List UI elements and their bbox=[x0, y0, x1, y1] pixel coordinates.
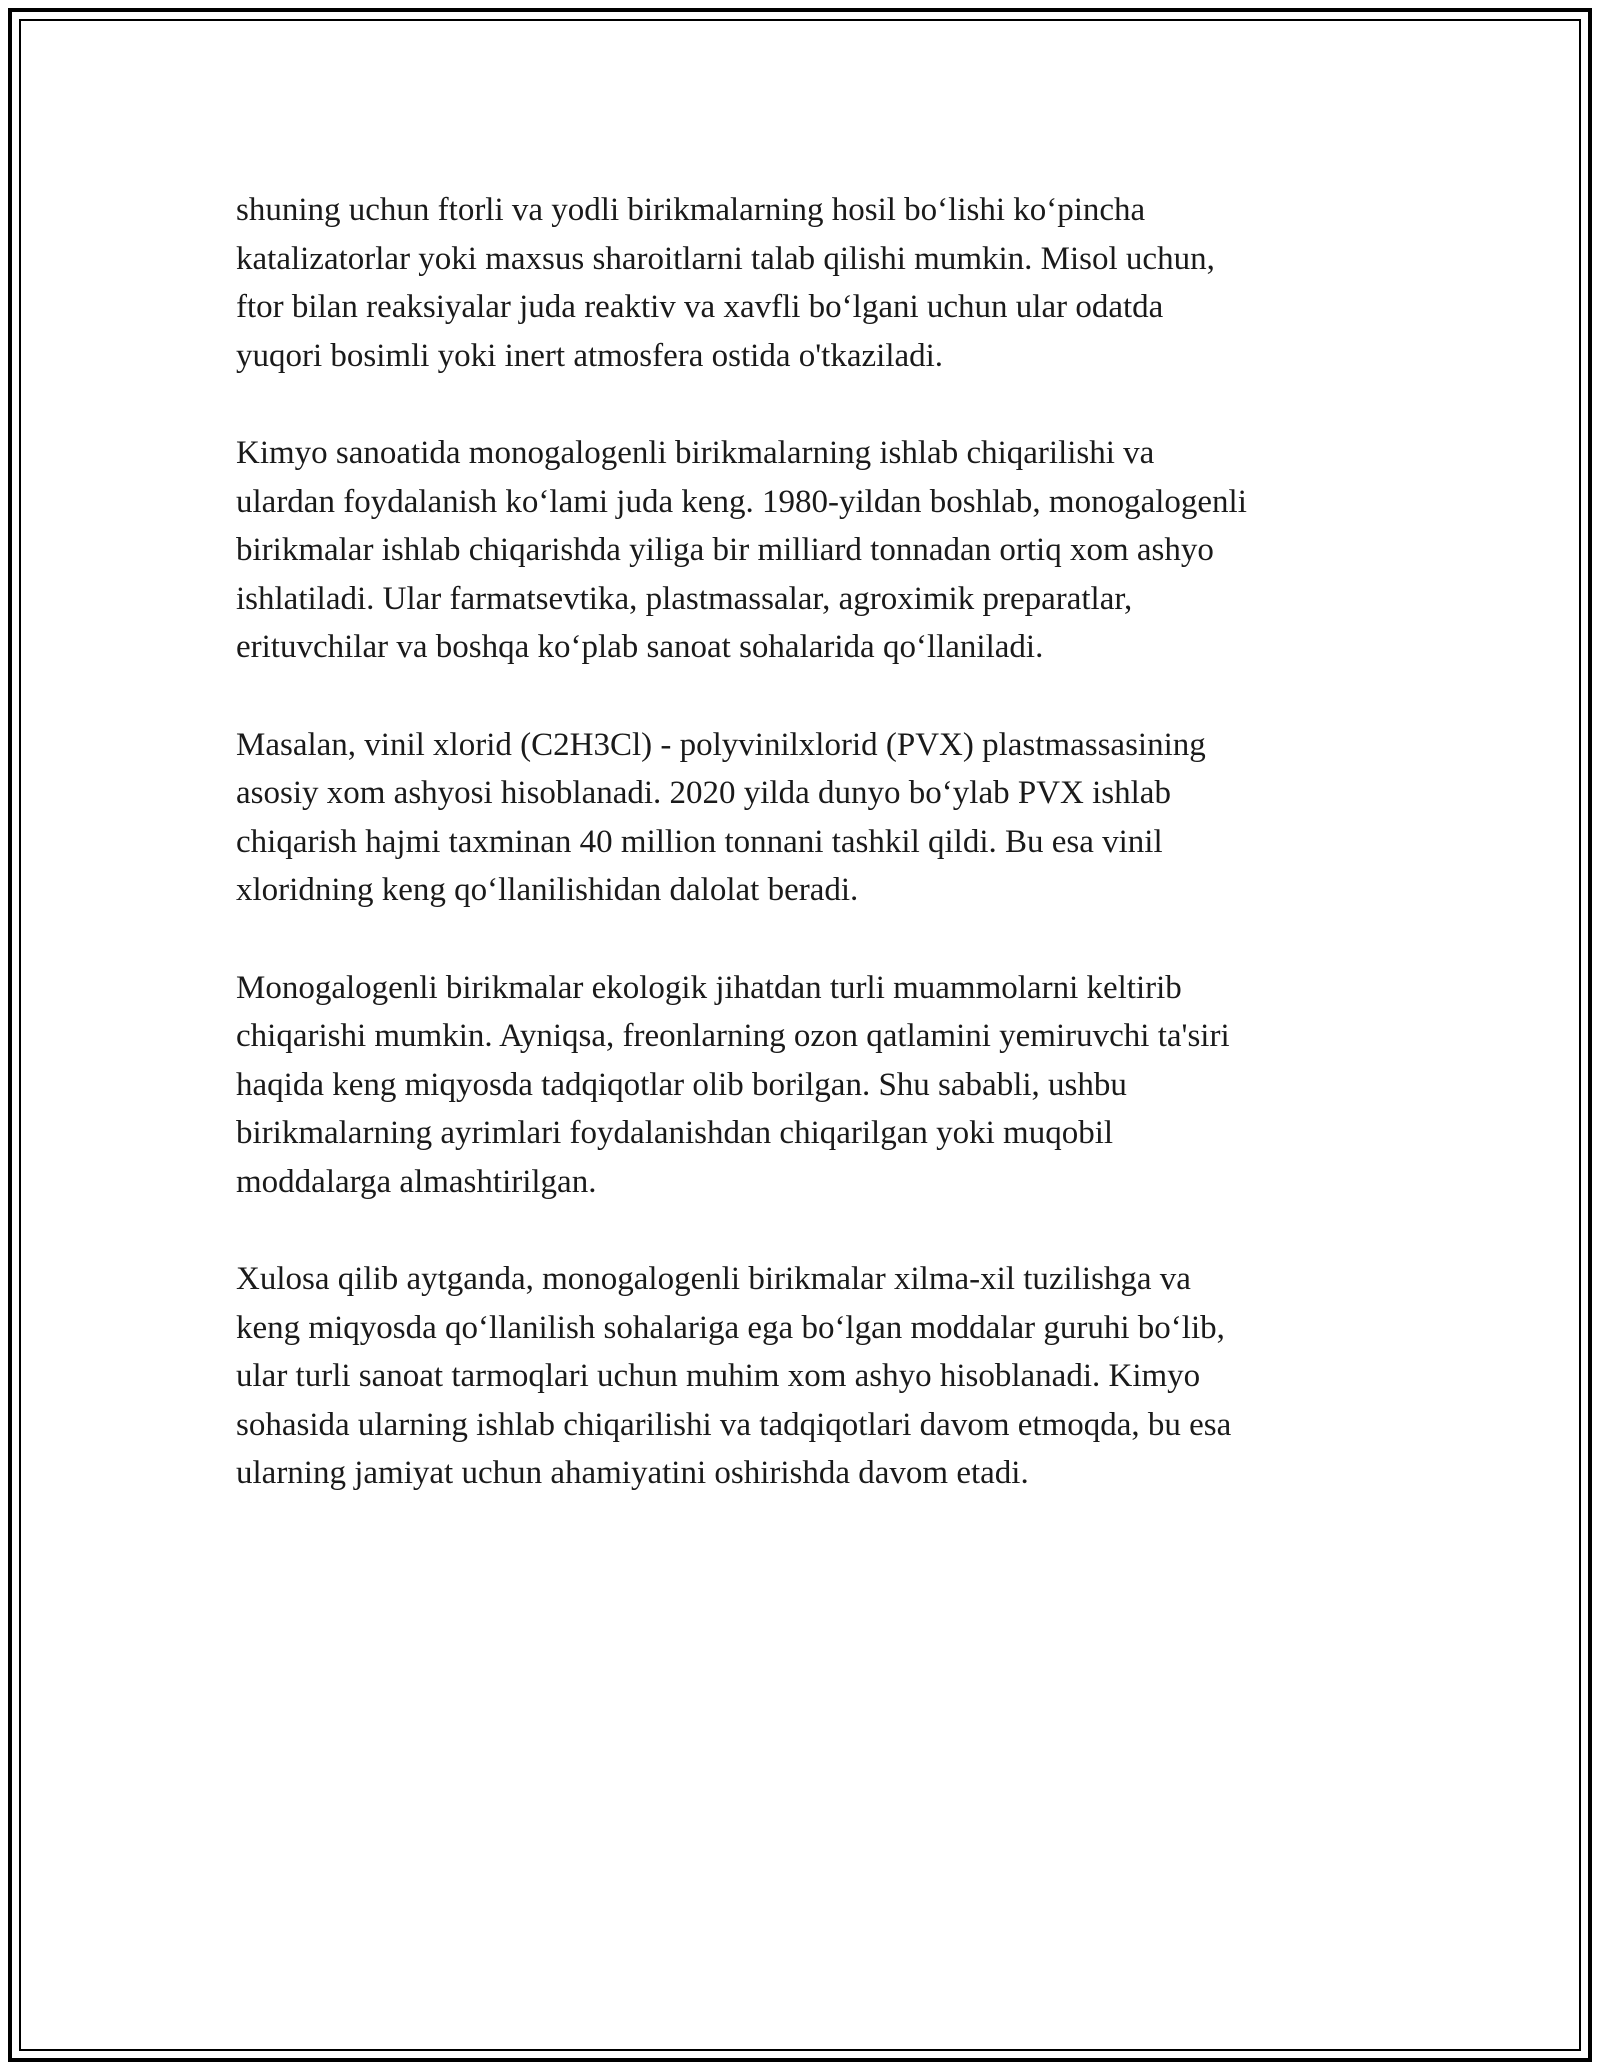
text-line: haqida keng miqyosda tadqiqotlar olib borilgan. Shu sababli, ushbu bbox=[236, 1066, 1127, 1103]
text-line: Monogalogenli birikmalar ekologik jihatdan turli muammolarni keltirib bbox=[236, 969, 1182, 1006]
text-line: chiqarish hajmi taxminan 40 million tonnani tashkil qildi. Bu esa vinil bbox=[236, 823, 1163, 860]
paragraph-1 bbox=[236, 186, 1376, 380]
text-line: shuning uchun ftorli va yodli birikmalarning hosil bo‘lishi ko‘pincha bbox=[236, 192, 1146, 228]
text-line: asosiy xom ashyosi hisoblanadi. 2020 yilda dunyo bo‘ylab PVX ishlab bbox=[236, 775, 1171, 812]
paragraph-3 bbox=[236, 721, 1376, 915]
text-line: erituvchilar va boshqa ko‘plab sanoat sohalarida qo‘llaniladi. bbox=[236, 629, 1044, 666]
text-line: ftor bilan reaksiyalar juda reaktiv va xavfli bo‘lgani uchun ular odatda bbox=[236, 289, 1164, 326]
text-line: chiqarishi mumkin. Ayniqsa, freonlarning ozon qatlamini yemiruvchi ta'siri bbox=[236, 1018, 1230, 1055]
text-line: birikmalarning ayrimlari foydalanishdan chiqarilgan yoki muqobil bbox=[236, 1115, 1114, 1152]
paragraph-5 bbox=[236, 1255, 1376, 1498]
text-line: yuqori bosimli yoki inert atmosfera ostida o'tkaziladi. bbox=[236, 337, 944, 374]
text-line: moddalarga almashtirilgan. bbox=[236, 1163, 597, 1200]
text-line: ularning jamiyat uchun ahamiyatini oshirishda davom etadi. bbox=[236, 1455, 1029, 1492]
text-line: katalizatorlar yoki maxsus sharoitlarni talab qilishi mumkin. Misol uchun, bbox=[236, 240, 1215, 277]
text-line: sohasida ularning ishlab chiqarilishi va tadqiqotlari davom etmoqda, bu esa bbox=[236, 1406, 1232, 1443]
text-line: Xulosa qilib aytganda, monogalogenli birikmalar xilma-xil tuzilishga va bbox=[236, 1261, 1191, 1298]
text-line: ular turli sanoat tarmoqlari uchun muhim xom ashyo hisoblanadi. Kimyo bbox=[236, 1358, 1201, 1395]
text-line: ulardan foydalanish ko‘lami juda keng. 1980-yildan boshlab, monogalogenli bbox=[236, 483, 1247, 520]
paragraph-2 bbox=[236, 429, 1376, 672]
text-line: keng miqyosda qo‘llanilish sohalariga ega bo‘lgan moddalar guruhi bo‘lib, bbox=[236, 1309, 1225, 1346]
document-body bbox=[236, 186, 1376, 1547]
text-line: birikmalar ishlab chiqarishda yiliga bir milliard tonnadan ortiq xom ashyo bbox=[236, 532, 1214, 569]
paragraph-4 bbox=[236, 964, 1376, 1207]
text-line: Kimyo sanoatida monogalogenli birikmalarning ishlab chiqarilishi va bbox=[236, 434, 1155, 471]
text-line: ishlatiladi. Ular farmatsevtika, plastmassalar, agroximik preparatlar, bbox=[236, 580, 1133, 617]
text-line: Masalan, vinil xlorid (C2H3Cl) - polyvinilxlorid (PVX) plastmassasining bbox=[236, 726, 1206, 763]
text-line: xloridning keng qo‘llanilishidan dalolat beradi. bbox=[236, 872, 859, 909]
